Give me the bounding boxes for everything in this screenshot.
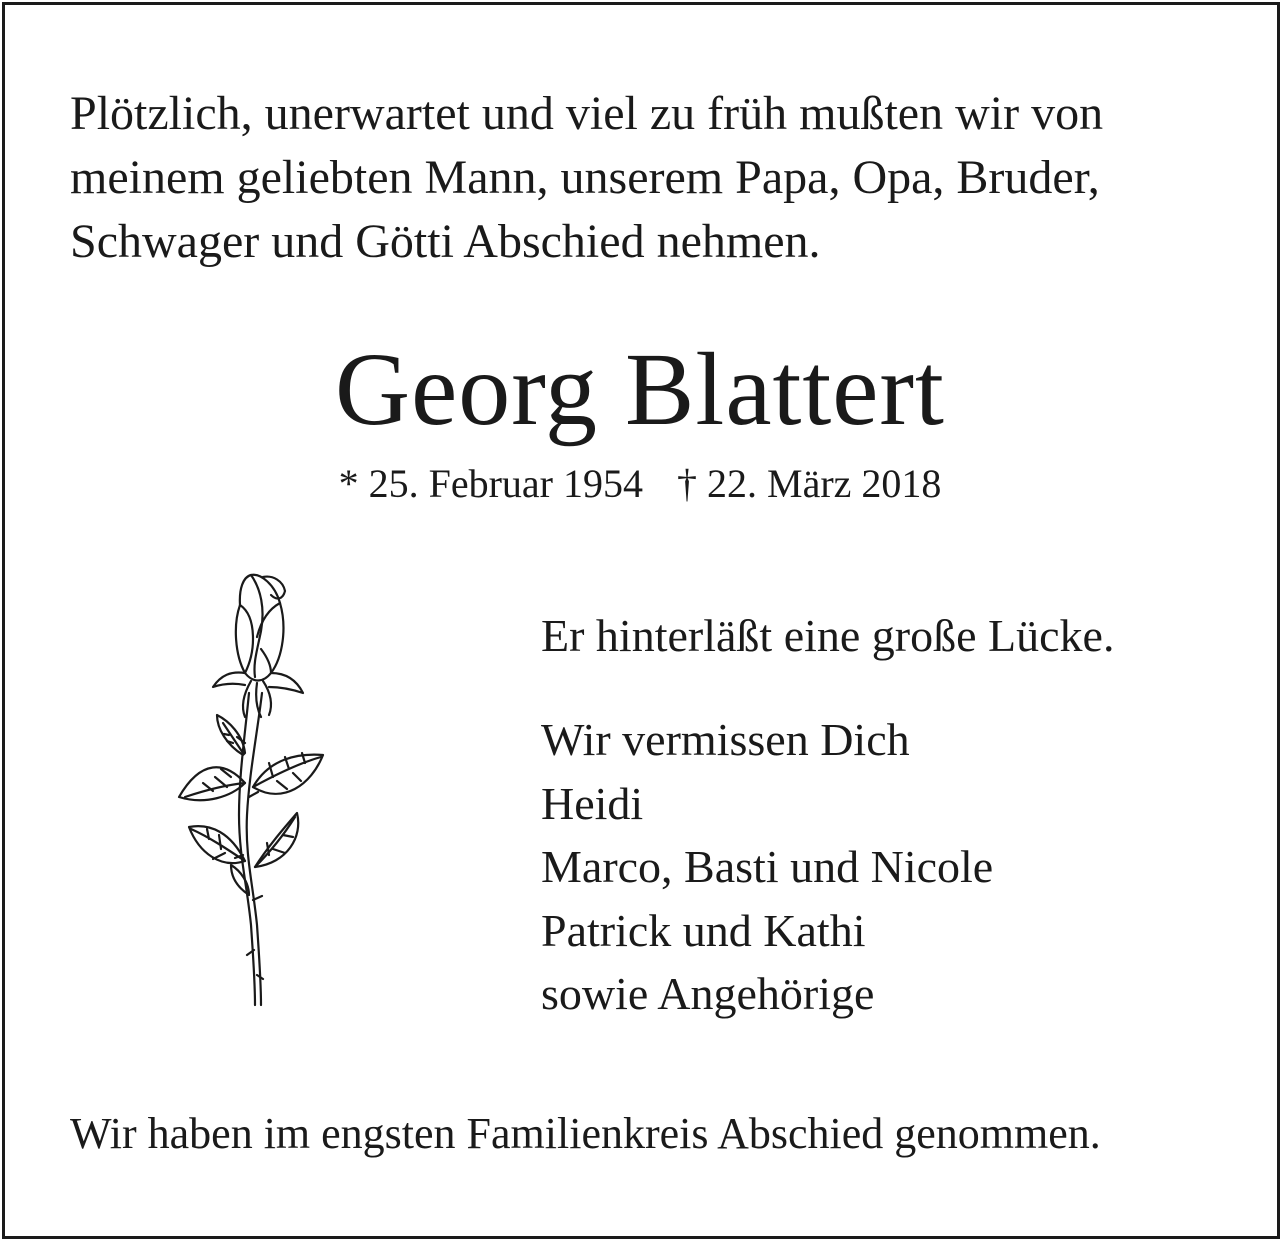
signoff-line: Marco, Basti und Nicole	[541, 841, 994, 892]
death-date: † 22. März 2018	[677, 461, 942, 506]
rose-icon	[165, 565, 340, 1015]
birth-date: * 25. Februar 1954	[338, 461, 643, 506]
signoff-line: Patrick und Kathi	[541, 904, 866, 956]
signoff-line: sowie Angehörige	[541, 968, 875, 1019]
intro-text	[70, 82, 1230, 274]
life-dates	[0, 460, 1280, 508]
signoff-block	[541, 708, 993, 1026]
signoff-line: Wir vermissen Dich	[541, 714, 910, 765]
intro-line: meinem geliebten Mann, unserem Papa, Opa, Bruder,	[70, 151, 1100, 204]
closing-text: Wir haben im engsten Familienkreis Abschied genommen.	[70, 1109, 1101, 1158]
intro-line: Plötzlich, unerwartet und viel zu früh mußten wir von	[70, 87, 1104, 140]
deceased-name: Georg Blattert	[335, 332, 945, 447]
intro-line: Schwager und Götti Abschied nehmen.	[70, 215, 821, 268]
signoff-line: Heidi	[541, 777, 644, 829]
message-text: Er hinterläßt eine große Lücke.	[541, 610, 1115, 661]
